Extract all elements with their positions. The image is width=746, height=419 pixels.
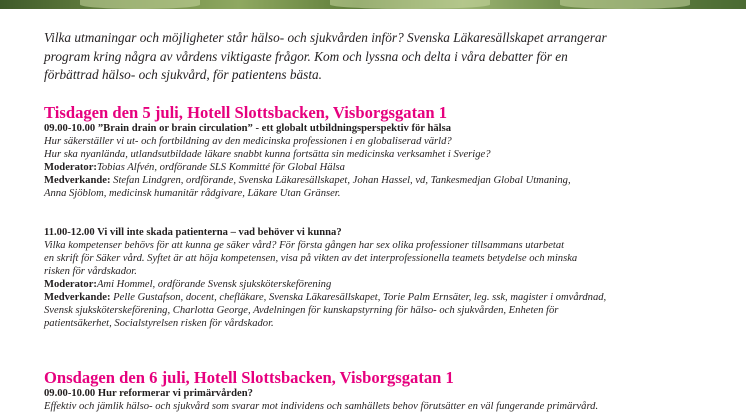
intro-line: förbättrad hälso- och sjukvård, för patientens bästa. [44,67,322,82]
participants-label: Medverkande: [44,175,111,186]
session-description-line: Vilka kompetenser behövs för att kunna ge säker vård? För första gången har sex olika professioner tillsammans utarbetat [44,240,565,251]
session-title: 09.00-10.00 ”Brain drain or brain circulation” - ett globalt utbildningsperspektiv för hälsa [44,123,452,134]
session-participants [44,291,704,304]
day-heading-wednesday: Onsdagen den 6 juli, Hotell Slottsbacken, Visborgsgatan 1 [44,368,454,387]
session-description-line: Effektiv och jämlik hälso- och sjukvård som svarar mot individens och samhällets behov förutsätter en väl fungerande primärvård. [44,401,599,412]
session-moderator [44,161,704,174]
participants-label: Medverkande: [44,292,111,303]
session-safe-care [44,226,704,330]
participants-line: patientsäkerhet, Socialstyrelsen risken för vårdskador. [44,318,274,329]
moderator-name: Tobias Alfvén, ordförande SLS Kommitté för Global Hälsa [96,162,345,173]
session-description-line: Hur säkerställer vi ut- och fortbildning av den medicinska professionen i en globaliserad värld? [44,136,452,147]
banner-landscape-image [0,0,746,9]
session-description-line: en skrift för Säker vård. Syftet är att höja kompetensen, visa på vikten av det interprofessionella teamets betydelse och minska [44,253,578,264]
participants-line: Svensk sjuksköterskeförening, Charlotta George, Avdelningen för kunskapstyrning för hälso- och sjukvården, Enheten för [44,305,559,316]
banner-hill-shape [80,0,200,9]
session-title: 11.00-12.00 Vi vill inte skada patienterna – vad behöver vi kunna? [44,227,342,238]
session-brain-drain [44,122,704,200]
session-primary-care [44,387,704,413]
intro-paragraph [44,29,684,85]
participants-line: Pelle Gustafson, docent, chefläkare, Svenska Läkaresällskapet, Torie Palm Ernsäter, leg. ssk, magister i omvårdnad, [113,292,607,303]
intro-line: Vilka utmaningar och möjligheter står hälso- och sjukvården inför? Svenska Läkaresällskapet arrangerar [44,30,607,45]
banner-hill-shape [330,0,490,9]
session-description-line: risken för vårdskador. [44,266,137,277]
session-moderator [44,278,704,291]
participants-line: Anna Sjöblom, medicinsk humanitär rådgivare, Läkare Utan Gränser. [44,188,341,199]
session-description-line: Hur ska nyanlända, utlandsutbildade läkare snabbt kunna fortsätta sin medicinska verksamhet i Sverige? [44,149,491,160]
moderator-name: Ami Hommel, ordförande Svensk sjuksköterskeförening [96,279,332,290]
day-heading-tuesday: Tisdagen den 5 juli, Hotell Slottsbacken, Visborgsgatan 1 [44,103,448,122]
banner-hill-shape [560,0,690,9]
intro-line: program kring några av vårdens viktigaste frågor. Kom och lyssna och delta i våra debatter för en [44,48,568,64]
session-participants [44,174,704,187]
moderator-label: Moderator: [44,279,97,290]
moderator-label: Moderator: [44,162,97,173]
participants-line: Stefan Lindgren, ordförande, Svenska Läkaresällskapet, Johan Hassel, vd, Tankesmedjan Global Utmaning, [113,175,571,186]
session-title: 09.00-10.00 Hur reformerar vi primärvården? [44,388,253,399]
